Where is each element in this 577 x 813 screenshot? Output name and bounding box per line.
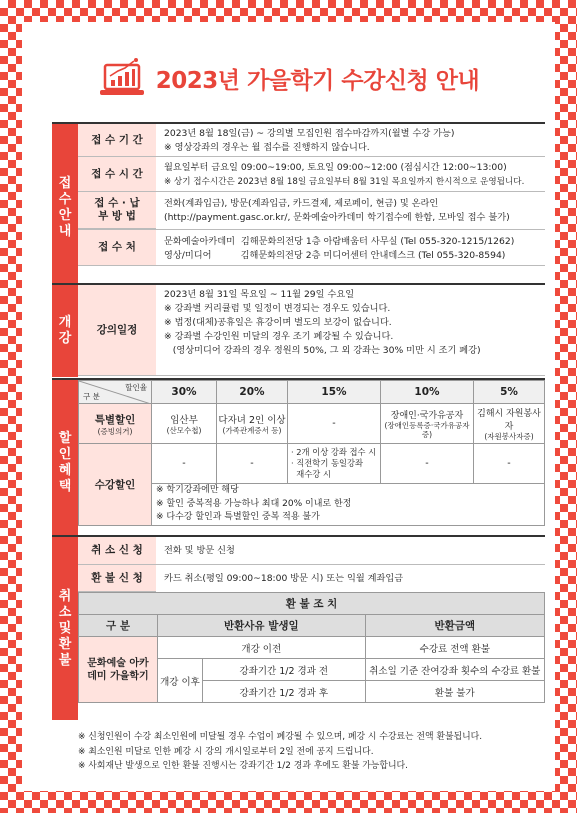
enroll-period-value [164,127,543,155]
discount-side-label [52,380,78,545]
divider [78,375,545,376]
discount-section [52,378,545,545]
refund-category: 문화예술 아카데미 가을학기 [79,637,158,703]
open-section [52,283,545,377]
special-cell-sub: (산모수첩) [166,426,202,435]
amount-before-half: 취소일 기준 잔여강좌 횟수의 수강료 환불 [365,659,544,681]
course-cell: - [381,444,474,484]
enroll-time-value [164,161,543,189]
amount-before: 수강료 전액 환불 [365,637,544,659]
rate-header: 5% [474,381,545,404]
special-cell-main: 김해시 자원봉사자 [477,409,541,432]
enroll-place-line-1: 문화예술아카데미 김해문화의전당 1층 아람배움터 사무실 (Tel 055-320-1215/1262) [164,236,515,247]
enroll-time-label: 접 수 시 간 [78,157,156,192]
enroll-payment-line-2: (http://payment.gasc.or.kr/, 문화예술아카데미 학기접수에 한함, 모바일 접수 불가) [164,212,510,223]
course-cell: - [474,444,545,484]
enroll-payment-line-1: 전화(계좌입금), 방문(계좌입금, 카드결제, 제로페이, 현금) 및 온라인 [164,198,439,209]
head-amount: 반환금액 [365,615,544,637]
corner-top-label: 할인율 [125,383,147,392]
course-cell: - [217,444,288,484]
cancel-value: 전화 및 방문 신청 [164,545,235,556]
special-cell-main: 다자녀 2인 이상 [218,415,286,426]
refund-measures-table [78,592,545,703]
rate-header: 30% [152,381,217,404]
course-discount-label: 수강할인 [79,444,152,526]
special-cell [217,404,288,444]
discount-table [78,380,545,526]
notice-sheet [22,22,555,791]
special-cell [474,404,545,444]
rate-header: 10% [381,381,474,404]
cancel-label: 취 소 신 청 [78,537,156,565]
special-cell-sub: (장애인등록증·국가유공자증) [384,421,470,439]
refund-section [52,535,545,720]
discount-note: ※ 할인 중복적용 가능하나 최대 20% 이내로 한정 [156,498,352,509]
divider [78,265,545,266]
enroll-time-line-2: ※ 상기 접수시간은 2023년 8월 18일 금요일부터 8월 31일 목요일까지 한시적으로 운영됩니다. [164,177,525,187]
discount-note: ※ 학기강좌에만 해당 [156,485,239,496]
enroll-place-label: 접 수 처 [78,230,156,266]
special-discount-label [79,404,152,444]
schedule-label: 강의일정 [78,285,156,376]
schedule-line-2: ※ 강좌별 커리큘럼 및 일정이 변경되는 경우도 있습니다. [164,303,391,314]
special-cell [152,404,217,444]
rate-header: 15% [288,381,381,404]
special-label-sub: (증빙의거) [97,426,133,436]
schedule-line-4: ※ 강좌별 수강인원 미달의 경우 조기 폐강될 수 있습니다. [164,331,394,342]
refund-request-label: 환 불 신 청 [78,565,156,592]
special-cell-sub: (가족관계증서 등) [222,426,282,435]
refund-request-value: 카드 취소(평일 09:00~18:00 방문 시) 또는 익월 계좌입금 [164,573,404,584]
enroll-period-label: 접 수 기 간 [78,124,156,157]
special-cell-main: - [332,418,336,429]
rate-header: 20% [217,381,288,404]
footer-notes [78,730,548,774]
special-label-text: 특별할인 [94,413,136,426]
schedule-value [164,288,543,358]
schedule-line-5: (영상미디어 강좌의 경우 정원의 50%, 그 외 강좌는 30% 미만 시 조기 폐강) [164,345,481,356]
enroll-time-line-1: 월요일부터 금요일 09:00~19:00, 토요일 09:00~12:00 (점심시간 12:00~13:00) [164,162,507,173]
enroll-payment-value [164,197,543,225]
after-open-label: 개강 이후 [158,659,203,703]
enroll-side-label [52,124,78,292]
discount-note: ※ 다수강 할인과 특별할인 중복 적용 불가 [156,512,320,523]
open-side-label [52,285,78,377]
enroll-side-text: 접수안내 [58,176,72,239]
laptop-chart-icon [98,56,146,100]
special-cell-main: 임산부 [170,415,198,426]
corner-bottom-label: 구 분 [83,392,100,401]
discount-corner-cell [79,381,152,404]
special-cell [381,404,474,444]
enroll-payment-label: 접 수 · 납 부 방 법 [78,192,156,229]
discount-side-text: 할인혜택 [58,430,72,494]
enroll-place-line-2: 영상/미디어 김해문화의전당 2층 미디어센터 안내데스크 (Tel 055-320-8594) [164,250,506,261]
refund-side-text: 취소및환불 [58,588,72,668]
header [22,42,555,114]
reason-before: 개강 이전 [158,637,366,659]
schedule-line-1: 2023년 8월 31일 목요일 ~ 11월 29일 수요일 [164,289,355,300]
refund-side-label [52,537,78,720]
amount-after-half: 환불 불가 [365,681,544,703]
enroll-section [52,122,545,292]
course-cell: - [152,444,217,484]
footer-note: ※ 최소인원 미달로 인한 폐강 시 강의 개시일로부터 2일 전에 공지 드립니다. [78,746,374,757]
schedule-line-3: ※ 법정(대체)공휴일은 휴강이며 별도의 보강이 없습니다. [164,317,392,328]
open-side-text: 개강 [58,315,72,346]
page-title: 2023년 가을학기 수강신청 안내 [155,67,480,94]
enroll-place-value [164,235,543,263]
head-reason: 반환사유 발생일 [158,615,366,637]
course-cell: · 2개 이상 강좌 접수 시 · 직전학기 동일강좌 재수강 시 [288,444,381,484]
reason-after-half: 강좌기간 1/2 경과 후 [203,681,366,703]
footer-note: ※ 신청인원이 수강 최소인원에 미달될 경우 수업이 폐강될 수 있으며, 폐강 시 수강료는 전액 환불됩니다. [78,732,483,742]
enroll-period-line-1: 2023년 8월 18일(금) ~ 강의별 모집인원 접수마감까지(월별 수강 가능) [164,128,455,139]
enroll-period-line-2: ※ 영상강좌의 경우는 월 접수를 진행하지 않습니다. [164,142,370,153]
special-cell-sub: (자원봉사자증) [484,432,534,441]
reason-before-half: 강좌기간 1/2 경과 전 [203,659,366,681]
discount-notes [152,484,545,526]
special-cell [288,404,381,444]
head-category: 구 분 [79,615,158,637]
measures-title: 환 불 조 치 [79,593,545,615]
special-cell-main: 장애인·국가유공자 [390,411,464,421]
footer-note: ※ 사회재난 발생으로 인한 환불 진행시는 강좌기간 1/2 경과 후에도 환불 가능합니다. [78,761,408,771]
